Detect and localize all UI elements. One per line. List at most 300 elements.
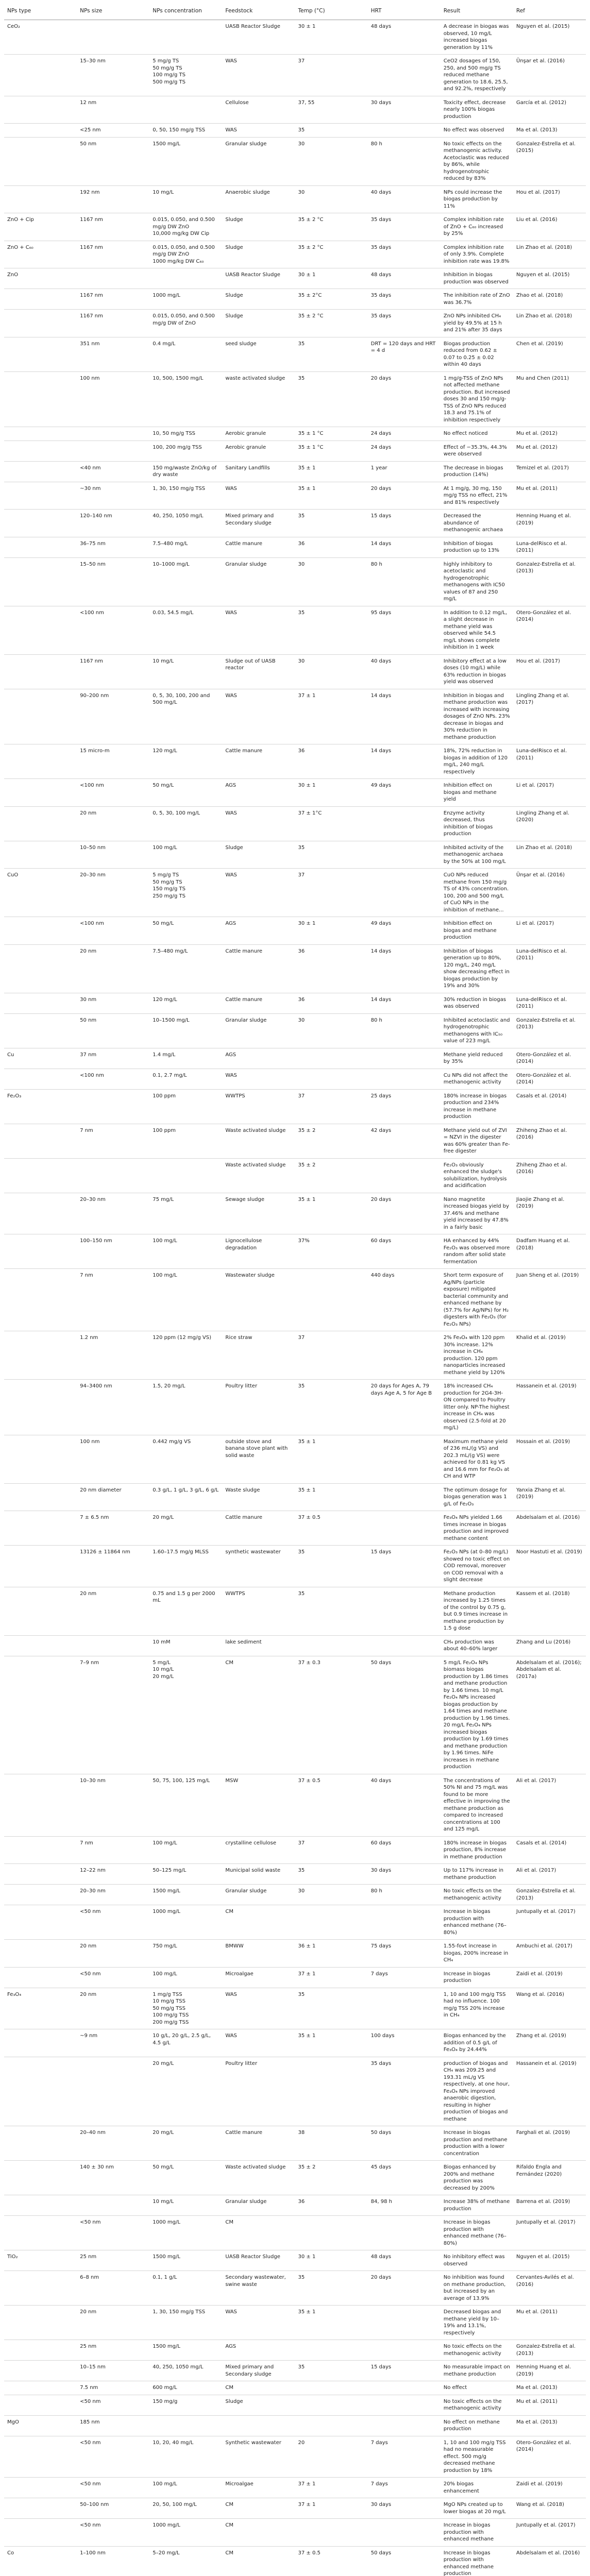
table-row — [4, 1269, 586, 1331]
table-row — [4, 1587, 586, 1635]
cell-nps-concentration: 10–1500 mg/L — [149, 1013, 222, 1048]
cell-reference-link[interactable]: Lingling Zhang et al. (2020) — [513, 806, 586, 841]
cell-nps-size — [77, 2195, 149, 2216]
cell-feedstock: Granular sludge — [222, 1885, 295, 1905]
cell-reference-link[interactable]: Luna-delRisco et al. (2011) — [513, 993, 586, 1013]
cell-feedstock: Secondary wastewater, swine waste — [222, 2271, 295, 2306]
cell-feedstock: WAS — [222, 2306, 295, 2340]
cell-result: NPs could increase the biogas production by 11% — [441, 185, 513, 213]
cell-reference-link[interactable]: Ali et al. (2017) — [513, 1864, 586, 1885]
cell-result: Increase in biogas production with enhanced methane production — [441, 2546, 513, 2576]
cell-feedstock: WAS — [222, 689, 295, 744]
cell-temperature: 37 — [295, 869, 368, 917]
cell-feedstock: WAS — [222, 55, 295, 96]
cell-feedstock: synthetic wastewater — [222, 1546, 295, 1587]
cell-reference-link[interactable]: Lingling Zhang et al. (2017) — [513, 689, 586, 744]
cell-nps-type: Fe₃O₄ — [4, 1988, 77, 2029]
cell-hrt: 14 days — [368, 944, 441, 993]
cell-reference-link[interactable]: Mu and Chen (2011) — [513, 371, 586, 427]
cell-reference-link[interactable]: Gonzalez-Estrella et al. (2013) — [513, 557, 586, 606]
cell-nps-type: Cu — [4, 1048, 77, 1069]
cell-nps-concentration: 50–125 mg/L — [149, 1864, 222, 1885]
table-row — [4, 371, 586, 427]
cell-reference-link[interactable]: Nguyen et al. (2015) — [513, 2250, 586, 2271]
table-row — [4, 510, 586, 537]
cell-reference-link[interactable]: Li et al. (2017) — [513, 779, 586, 807]
cell-reference-link[interactable]: García et al. (2012) — [513, 96, 586, 124]
cell-result: Enzyme activity decreased, thus inhibition of biogas production — [441, 806, 513, 841]
cell-reference-link[interactable]: Hossain et al. (2019) — [513, 1435, 586, 1483]
cell-hrt: 35 days — [368, 213, 441, 241]
cell-temperature: 35 — [295, 606, 368, 654]
cell-temperature — [295, 2415, 368, 2436]
cell-hrt — [368, 869, 441, 917]
cell-nps-size: 13126 ± 11864 nm — [77, 1546, 149, 1587]
cell-nps-concentration: 100 mg/L — [149, 841, 222, 869]
cell-reference-link[interactable]: Luna-delRisco et al. (2011) — [513, 944, 586, 993]
table-row — [4, 2271, 586, 2306]
cell-nps-concentration: 1.4 mg/L — [149, 1048, 222, 1069]
cell-reference-link[interactable]: Mu et al. (2011) — [513, 482, 586, 510]
table-row — [4, 917, 586, 945]
cell-reference-link[interactable]: Wang et al. (2016) — [513, 1988, 586, 2029]
table-row — [4, 2436, 586, 2478]
cell-temperature: 35 — [295, 510, 368, 537]
cell-reference-link[interactable]: Ma et al. (2013) — [513, 2415, 586, 2436]
cell-result: No effect on methane production — [441, 2415, 513, 2436]
cell-reference-link[interactable]: Chen et al. (2019) — [513, 337, 586, 371]
cell-nps-concentration: 750 mg/L — [149, 1940, 222, 1968]
cell-reference-link[interactable]: Abdelsalam et al. (2016) — [513, 1511, 586, 1546]
cell-reference-link[interactable]: Barrena et al. (2019) — [513, 2195, 586, 2216]
cell-feedstock: Sludge — [222, 213, 295, 241]
cell-feedstock: WAS — [222, 1988, 295, 2029]
cell-feedstock: CM — [222, 2216, 295, 2250]
cell-reference-link[interactable]: Dadfam Huang et al. (2018) — [513, 1234, 586, 1269]
cell-nps-type — [4, 2519, 77, 2547]
cell-result: Increase in biogas production — [441, 1967, 513, 1988]
nanoparticle-effects-table — [4, 3, 586, 2576]
cell-temperature — [295, 1635, 368, 1656]
cell-reference-link[interactable]: Kassem et al. (2018) — [513, 1587, 586, 1635]
cell-reference-link[interactable]: Ambuchi et al. (2017) — [513, 1940, 586, 1968]
cell-nps-type — [4, 427, 77, 441]
cell-result: 30% reduction in biogas was observed — [441, 993, 513, 1013]
cell-nps-size: 100 nm — [77, 1435, 149, 1483]
cell-nps-type — [4, 1158, 77, 1193]
cell-reference-link[interactable]: Wang et al. (2018) — [513, 2498, 586, 2519]
cell-hrt — [368, 1511, 441, 1546]
cell-temperature: 30 — [295, 654, 368, 689]
cell-result: ZnO NPs inhibited CH₄ yield by 49.5% at 15 h and 21% after 35 days — [441, 310, 513, 337]
cell-nps-concentration: 150 mg/g — [149, 2395, 222, 2415]
cell-temperature: 35 — [295, 841, 368, 869]
cell-reference-link[interactable]: Temizel et al. (2017) — [513, 461, 586, 482]
cell-reference-link[interactable]: Zhiheng Zhao et al. (2016) — [513, 1124, 586, 1158]
cell-reference-link[interactable]: Casals et al. (2014) — [513, 1089, 586, 1124]
cell-nps-concentration: 7.5–480 mg/L — [149, 537, 222, 557]
cell-reference-link[interactable]: Juntupally et al. (2017) — [513, 1905, 586, 1940]
table-row — [4, 96, 586, 124]
cell-reference-link[interactable]: Zaidi et al. (2019) — [513, 2478, 586, 2498]
cell-reference-link[interactable]: Zhiheng Zhao et al. (2016) — [513, 1158, 586, 1193]
cell-hrt — [368, 1905, 441, 1940]
table-body — [4, 20, 586, 2576]
cell-result: Inhibition effect on biogas and methane yield — [441, 779, 513, 807]
cell-nps-concentration: 10, 50 mg/g TSS — [149, 427, 222, 441]
cell-reference-link[interactable]: Noor Hastuti et al. (2019) — [513, 1546, 586, 1587]
cell-temperature — [295, 2519, 368, 2547]
cell-temperature: 37 ± 1°C — [295, 806, 368, 841]
cell-hrt: 30 days — [368, 1864, 441, 1885]
cell-nps-size: 20 nm diameter — [77, 1483, 149, 1511]
cell-nps-type — [4, 537, 77, 557]
cell-feedstock: Granular sludge — [222, 1013, 295, 1048]
cell-nps-size: 7 nm — [77, 1269, 149, 1331]
cell-reference-link[interactable]: Ali et al. (2017) — [513, 1774, 586, 1836]
cell-temperature: 37 ± 1 — [295, 2478, 368, 2498]
cell-nps-type — [4, 557, 77, 606]
cell-temperature: 37% — [295, 1234, 368, 1269]
cell-feedstock: Cattle manure — [222, 993, 295, 1013]
cell-feedstock: Cattle manure — [222, 2126, 295, 2161]
cell-hrt: 14 days — [368, 993, 441, 1013]
cell-nps-type: Co — [4, 2546, 77, 2576]
cell-reference-link[interactable]: Zhang and Lu (2016) — [513, 1635, 586, 1656]
cell-nps-concentration: 0.4 mg/L — [149, 337, 222, 371]
cell-nps-concentration: 0.75 and 1.5 g per 2000 mL — [149, 1587, 222, 1635]
cell-feedstock: WAS — [222, 869, 295, 917]
cell-nps-type — [4, 289, 77, 310]
cell-hrt: 84, 98 h — [368, 2195, 441, 2216]
table-row — [4, 1013, 586, 1048]
cell-reference-link[interactable]: Nguyen et al. (2015) — [513, 20, 586, 55]
cell-feedstock: Cattle manure — [222, 537, 295, 557]
cell-hrt — [368, 1331, 441, 1380]
cell-hrt: 1 year — [368, 461, 441, 482]
cell-reference-link[interactable]: Cervantes-Avilés et al. (2016) — [513, 2271, 586, 2306]
cell-hrt: 25 days — [368, 1089, 441, 1124]
cell-feedstock: AGS — [222, 917, 295, 945]
cell-nps-size: 10–15 nm — [77, 2361, 149, 2381]
cell-nps-size: <50 nm — [77, 2478, 149, 2498]
cell-nps-concentration: 1, 30, 150 mg/g TSS — [149, 482, 222, 510]
cell-reference-link[interactable]: Jiaojie Zhang et al. (2019) — [513, 1193, 586, 1234]
cell-nps-type — [4, 2216, 77, 2250]
cell-result: 1.55-fovt increase in biogas, 200% increase in CH₄ — [441, 1940, 513, 1968]
cell-result: Inhibition in biogas production was observed — [441, 268, 513, 289]
cell-result: Methane yield reduced by 35% — [441, 1048, 513, 1069]
cell-result: 1, 10 and 100 mg/g TSS had no measurable effect. 500 mg/g decreased methane production by 18% — [441, 2436, 513, 2478]
cell-hrt: 60 days — [368, 1234, 441, 1269]
cell-result: Increase in biogas production and methane production with a lower concentration — [441, 2126, 513, 2161]
cell-feedstock: Sanitary Landfills — [222, 461, 295, 482]
cell-nps-concentration: 10 mg/L — [149, 654, 222, 689]
cell-hrt: 7 days — [368, 2436, 441, 2478]
cell-nps-type — [4, 510, 77, 537]
cell-nps-type — [4, 2195, 77, 2216]
cell-result: Inhibited activity of the methanogenic archaea by the 50% at 100 mg/L — [441, 841, 513, 869]
cell-reference-link[interactable]: Hassanein et al. (2019) — [513, 1380, 586, 1435]
cell-nps-type — [4, 1269, 77, 1331]
cell-nps-type — [4, 2306, 77, 2340]
cell-nps-size: 1.2 nm — [77, 1331, 149, 1380]
cell-temperature — [295, 2216, 368, 2250]
cell-reference-link[interactable]: Liu et al. (2016) — [513, 213, 586, 241]
cell-reference-link[interactable]: Henning Huang et al. (2019) — [513, 2361, 586, 2381]
cell-reference-link[interactable]: Mu et al. (2011) — [513, 2395, 586, 2415]
cell-nps-concentration: 50 mg/L — [149, 917, 222, 945]
cell-temperature: 37 — [295, 1089, 368, 1124]
cell-feedstock: CM — [222, 2519, 295, 2547]
cell-result: No effect was observed — [441, 124, 513, 138]
cell-nps-concentration: 1.5, 20 mg/L — [149, 1380, 222, 1435]
cell-nps-concentration: 1500 mg/L — [149, 2340, 222, 2361]
cell-result: Increase in biogas production with enhanced methane (76–80%) — [441, 1905, 513, 1940]
cell-nps-size: <100 nm — [77, 779, 149, 807]
cell-hrt: 48 days — [368, 2250, 441, 2271]
cell-nps-size: 20–30 nm — [77, 1885, 149, 1905]
cell-temperature: 30 — [295, 1885, 368, 1905]
cell-nps-type: ZnO + C₆₀ — [4, 241, 77, 268]
cell-feedstock: MSW — [222, 1774, 295, 1836]
cell-nps-size: 15 micro-m — [77, 744, 149, 779]
cell-result: CuO NPs reduced methane from 150 mg/g TS of 43% concentration. 100, 200 and 500 mg/L of CuO NPs in the inhibition of methane... — [441, 869, 513, 917]
cell-result: Nano magnetite increased biogas yield by 37.46% and methane yield increased by 47.8% in a fairly basic — [441, 1193, 513, 1234]
cell-feedstock: Sludge — [222, 289, 295, 310]
cell-reference-link[interactable]: Ünşar et al. (2016) — [513, 869, 586, 917]
cell-nps-size: 1–100 nm — [77, 2546, 149, 2576]
cell-nps-type: CuO — [4, 869, 77, 917]
table-row — [4, 2161, 586, 2195]
cell-feedstock: Microalgae — [222, 2478, 295, 2498]
cell-reference-link[interactable]: Zhao et al. (2018) — [513, 289, 586, 310]
cell-hrt: 20 days — [368, 1193, 441, 1234]
cell-nps-type — [4, 1774, 77, 1836]
cell-feedstock: Waste sludge — [222, 1483, 295, 1511]
cell-hrt — [368, 2306, 441, 2340]
cell-reference-link[interactable]: Gonzalez-Estrella et al. (2013) — [513, 1013, 586, 1048]
cell-feedstock: Municipal solid waste — [222, 1864, 295, 1885]
cell-nps-concentration: 100 mg/L — [149, 1836, 222, 1864]
cell-reference-link[interactable]: Gonzalez-Estrella et al. (2013) — [513, 1885, 586, 1905]
cell-temperature: 37 ± 0.5 — [295, 1774, 368, 1836]
table-row — [4, 806, 586, 841]
cell-reference-link[interactable]: Mu et al. (2012) — [513, 440, 586, 461]
table-row — [4, 2250, 586, 2271]
cell-hrt: 48 days — [368, 268, 441, 289]
cell-feedstock: WAS — [222, 806, 295, 841]
cell-nps-size: 10–50 nm — [77, 841, 149, 869]
cell-result: 180% increase in biogas production, 8% increase in methane production — [441, 1836, 513, 1864]
cell-feedstock: Waste activated sludge — [222, 1158, 295, 1193]
cell-feedstock: Microalgae — [222, 1967, 295, 1988]
cell-reference-link[interactable]: Gonzalez-Estrella et al. (2015) — [513, 137, 586, 185]
cell-nps-concentration: 100 ppm — [149, 1124, 222, 1158]
cell-feedstock: WWTPS — [222, 1089, 295, 1124]
cell-nps-size: 20 nm — [77, 944, 149, 993]
cell-reference-link[interactable]: Abdelsalam et al. (2016) — [513, 2546, 586, 2576]
cell-result: No toxic effects on the methanogenic activity — [441, 2340, 513, 2361]
cell-nps-size: <100 nm — [77, 1069, 149, 1089]
table-row — [4, 1089, 586, 1124]
cell-reference-link[interactable]: Lin Zhao et al. (2018) — [513, 310, 586, 337]
cell-reference-link[interactable]: Lin Zhao et al. (2018) — [513, 841, 586, 869]
cell-nps-size: 7–9 nm — [77, 1656, 149, 1774]
cell-reference-link[interactable]: Ünşar et al. (2016) — [513, 55, 586, 96]
table-row — [4, 2395, 586, 2415]
table-row — [4, 1380, 586, 1435]
cell-result: Effect of −35.3%, 44.3% were observed — [441, 440, 513, 461]
cell-reference-link[interactable]: Otero-González et al. (2014) — [513, 606, 586, 654]
cell-reference-link[interactable]: Yanxia Zhang et al. (2019) — [513, 1483, 586, 1511]
cell-nps-concentration: 1 mg/g TSS 10 mg/g TSS 50 mg/g TSS 100 mg/g TSS 200 mg/g TSS — [149, 1988, 222, 2029]
cell-nps-concentration: 120 mg/L — [149, 744, 222, 779]
cell-hrt: 40 days — [368, 185, 441, 213]
cell-nps-type — [4, 2361, 77, 2381]
cell-result: Fe₂O₃ obviously enhanced the sludge's solubilization, hydrolysis and acidification — [441, 1158, 513, 1193]
cell-nps-type — [4, 2161, 77, 2195]
cell-reference-link[interactable]: Nguyen et al. (2015) — [513, 268, 586, 289]
cell-feedstock — [222, 2415, 295, 2436]
cell-hrt — [368, 2216, 441, 2250]
cell-result: 5 mg/L Fe₂O₄ NPs biomass biogas production by 1.86 times and methane production by 1.66 times. 10 mg/L Fe₂O₄ NPs increased biogas production by 1.64 times and methane production by 1.96 times. 20 mg/L Fe₂O₄ NPs increased biogas production by 1.69 times and methane production by 1.96 times. NiFe increases in methane production — [441, 1656, 513, 1774]
cell-temperature: 35 ± 1 — [295, 2029, 368, 2057]
cell-reference-link[interactable]: Gonzalez-Estrella et al. (2013) — [513, 2340, 586, 2361]
cell-hrt — [368, 124, 441, 138]
cell-reference-link[interactable]: Hou et al. (2017) — [513, 654, 586, 689]
table-header-row — [4, 3, 586, 20]
cell-reference-link[interactable]: Zhang et al. (2019) — [513, 2029, 586, 2057]
cell-hrt: 60 days — [368, 1836, 441, 1864]
table-row — [4, 1635, 586, 1656]
cell-nps-type — [4, 2381, 77, 2395]
cell-nps-type — [4, 1656, 77, 1774]
cell-nps-type — [4, 2395, 77, 2415]
cell-nps-concentration: 1000 mg/L — [149, 1905, 222, 1940]
cell-hrt — [368, 1069, 441, 1089]
cell-nps-concentration: 5 mg/g TS 50 mg/g TS 100 mg/g TS 500 mg/g TS — [149, 55, 222, 96]
cell-reference-link[interactable]: Otero-González et al. (2014) — [513, 2436, 586, 2478]
cell-reference-link[interactable]: Mu et al. (2011) — [513, 2306, 586, 2340]
cell-temperature: 30 ± 1 — [295, 779, 368, 807]
cell-nps-type — [4, 1013, 77, 1048]
cell-feedstock: CM — [222, 2381, 295, 2395]
table-row — [4, 1940, 586, 1968]
cell-nps-size — [77, 20, 149, 55]
cell-hrt: 75 days — [368, 1940, 441, 1968]
cell-nps-type — [4, 1836, 77, 1864]
cell-reference-link[interactable]: Otero-González et al. (2014) — [513, 1069, 586, 1089]
table-row — [4, 1069, 586, 1089]
cell-result: Methane yield out of ZVI = NZVI in the digester was 60% greater than Fe-free digester — [441, 1124, 513, 1158]
cell-nps-concentration: 0.015, 0.050, and 0.500 mg/g DW ZnO 1000 mg/kg DW C₆₀ — [149, 241, 222, 268]
cell-nps-concentration — [149, 268, 222, 289]
cell-reference-link[interactable]: Zaidi et al. (2019) — [513, 1967, 586, 1988]
cell-result: The inhibition rate of ZnO was 36.7% — [441, 289, 513, 310]
cell-feedstock: Aerobic granule — [222, 440, 295, 461]
cell-nps-size: 1167 nm — [77, 213, 149, 241]
cell-hrt — [368, 1158, 441, 1193]
table-row — [4, 213, 586, 241]
cell-reference-link[interactable]: Ma et al. (2013) — [513, 124, 586, 138]
cell-feedstock: Granular sludge — [222, 557, 295, 606]
cell-temperature: 30 — [295, 557, 368, 606]
cell-reference-link[interactable]: Rifaldo Engla and Fernández (2020) — [513, 2161, 586, 2195]
cell-result: Complex inhibition rate of only 3.9%. Complete inhibition rate was 19.8% — [441, 241, 513, 268]
cell-temperature: 35 ± 1 °C — [295, 427, 368, 441]
cell-nps-concentration: 10, 500, 1500 mg/L — [149, 371, 222, 427]
cell-reference-link[interactable]: Abdelsalam et al. (2016); Abdelsalam et al. (2017a) — [513, 1656, 586, 1774]
cell-nps-type — [4, 944, 77, 993]
table-row — [4, 2195, 586, 2216]
cell-nps-concentration: 120 ppm (12 mg/g VS) — [149, 1331, 222, 1380]
cell-nps-size: 185 nm — [77, 2415, 149, 2436]
cell-hrt: 48 days — [368, 20, 441, 55]
cell-hrt: 40 days — [368, 1774, 441, 1836]
cell-feedstock: WAS — [222, 2029, 295, 2057]
cell-reference-link[interactable]: Hassanein et al. (2019) — [513, 2057, 586, 2126]
cell-temperature: 35 ± 2 — [295, 2161, 368, 2195]
cell-hrt: 50 days — [368, 1656, 441, 1774]
cell-feedstock: Sludge — [222, 310, 295, 337]
cell-feedstock: Synthetic wastewater — [222, 2436, 295, 2478]
cell-reference-link[interactable]: Luna-delRisco et al. (2011) — [513, 744, 586, 779]
cell-nps-concentration: 0.3 g/L, 1 g/L, 3 g/L, 6 g/L — [149, 1483, 222, 1511]
cell-temperature: 35 ± 1 — [295, 1193, 368, 1234]
table-row — [4, 1435, 586, 1483]
cell-nps-concentration — [149, 96, 222, 124]
cell-reference-link[interactable]: Otero-González et al. (2014) — [513, 1048, 586, 1069]
cell-reference-link[interactable]: Juntupally et al. (2017) — [513, 2519, 586, 2547]
cell-result: No inhibition was found on methane production, but increased by an average of 13.9% — [441, 2271, 513, 2306]
cell-hrt: 20 days — [368, 482, 441, 510]
cell-feedstock: Sludge — [222, 841, 295, 869]
cell-nps-type — [4, 1069, 77, 1089]
cell-nps-size — [77, 268, 149, 289]
table-row — [4, 1905, 586, 1940]
cell-reference-link[interactable]: Ma et al. (2013) — [513, 2381, 586, 2395]
cell-reference-link[interactable]: Casals et al. (2014) — [513, 1836, 586, 1864]
cell-reference-link[interactable]: Henning Huang et al. (2019) — [513, 510, 586, 537]
cell-reference-link[interactable]: Mu et al. (2012) — [513, 427, 586, 441]
cell-reference-link[interactable]: Juntupally et al. (2017) — [513, 2216, 586, 2250]
cell-result: 1, 10 and 100 mg/g TSS had no influence. 100 mg/g TSS 20% increase in CH₄ — [441, 1988, 513, 2029]
cell-reference-link[interactable]: Luna-delRisco et al. (2011) — [513, 537, 586, 557]
cell-reference-link[interactable]: Juan Sheng et al. (2019) — [513, 1269, 586, 1331]
table-row — [4, 461, 586, 482]
cell-hrt — [368, 2381, 441, 2395]
cell-nps-type — [4, 310, 77, 337]
cell-hrt: 42 days — [368, 1124, 441, 1158]
cell-nps-size — [77, 2057, 149, 2126]
cell-nps-size: 1167 nm — [77, 654, 149, 689]
cell-reference-link[interactable]: Farghali et al. (2019) — [513, 2126, 586, 2161]
cell-reference-link[interactable]: Li et al. (2017) — [513, 917, 586, 945]
cell-temperature — [295, 1905, 368, 1940]
cell-reference-link[interactable]: Lin Zhao et al. (2018) — [513, 241, 586, 268]
cell-hrt — [368, 2415, 441, 2436]
table-row — [4, 2478, 586, 2498]
cell-nps-concentration: 10–1000 mg/L — [149, 557, 222, 606]
cell-nps-size: 50 nm — [77, 1013, 149, 1048]
cell-reference-link[interactable]: Hou et al. (2017) — [513, 185, 586, 213]
cell-temperature: 35 ± 1 — [295, 482, 368, 510]
cell-temperature — [295, 2057, 368, 2126]
cell-temperature: 35 ± 2 °C — [295, 213, 368, 241]
cell-reference-link[interactable]: Khalid et al. (2019) — [513, 1331, 586, 1380]
cell-result: Increase in biogas production with enhanced methane — [441, 2519, 513, 2547]
